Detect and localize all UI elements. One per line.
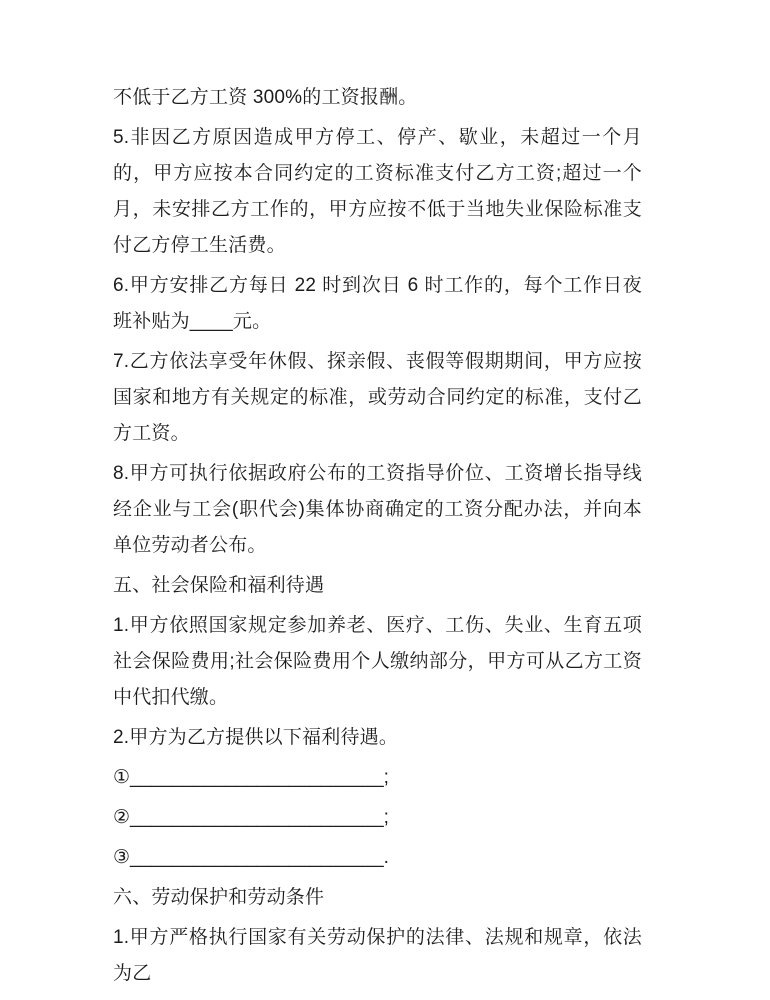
blank-fill-line-2: ②________________________; [113, 807, 389, 828]
paragraph-wage-overtime: 不低于乙方工资 300%的工资报酬。 [113, 87, 418, 108]
section-heading-5-insurance: 五、社会保险和福利待遇 [113, 575, 325, 596]
blank-fill-line-3: ③________________________. [113, 847, 389, 868]
paragraph-clause-8-wage-policy: 8.甲方可执行依据政府公布的工资指导价位、工资增长指导线经企业与工会(职代会)集体协商确定的工资分配办法，并向本单位劳动者公布。 [113, 463, 642, 556]
paragraph-insurance-clause-1: 1.甲方依照国家规定参加养老、医疗、工伤、失业、生育五项社会保险费用;社会保险费用个人缴纳部分，甲方可从乙方工资中代扣代缴。 [113, 615, 642, 708]
blank-fill-line-1: ①________________________; [113, 767, 389, 788]
paragraph-welfare-clause-2: 2.甲方为乙方提供以下福利待遇。 [113, 727, 399, 748]
paragraph-protection-clause-1: 1.甲方严格执行国家有关劳动保护的法律、法规和规章，依法为乙 [113, 927, 642, 984]
paragraph-clause-6-nightshift: 6.甲方安排乙方每日 22 时到次日 6 时工作的，每个工作日夜班补贴为____元。 [113, 275, 642, 332]
section-heading-6-protection: 六、劳动保护和劳动条件 [113, 887, 325, 908]
paragraph-clause-5-stoppage: 5.非因乙方原因造成甲方停工、停产、歇业，未超过一个月的，甲方应按本合同约定的工资标准支付乙方工资;超过一个月，未安排乙方工作的，甲方应按不低于当地失业保险标准支付乙方停工生活费。 [113, 127, 642, 256]
paragraph-clause-7-leave: 7.乙方依法享受年休假、探亲假、丧假等假期期间，甲方应按国家和地方有关规定的标准，或劳动合同约定的标准，支付乙方工资。 [113, 351, 642, 444]
